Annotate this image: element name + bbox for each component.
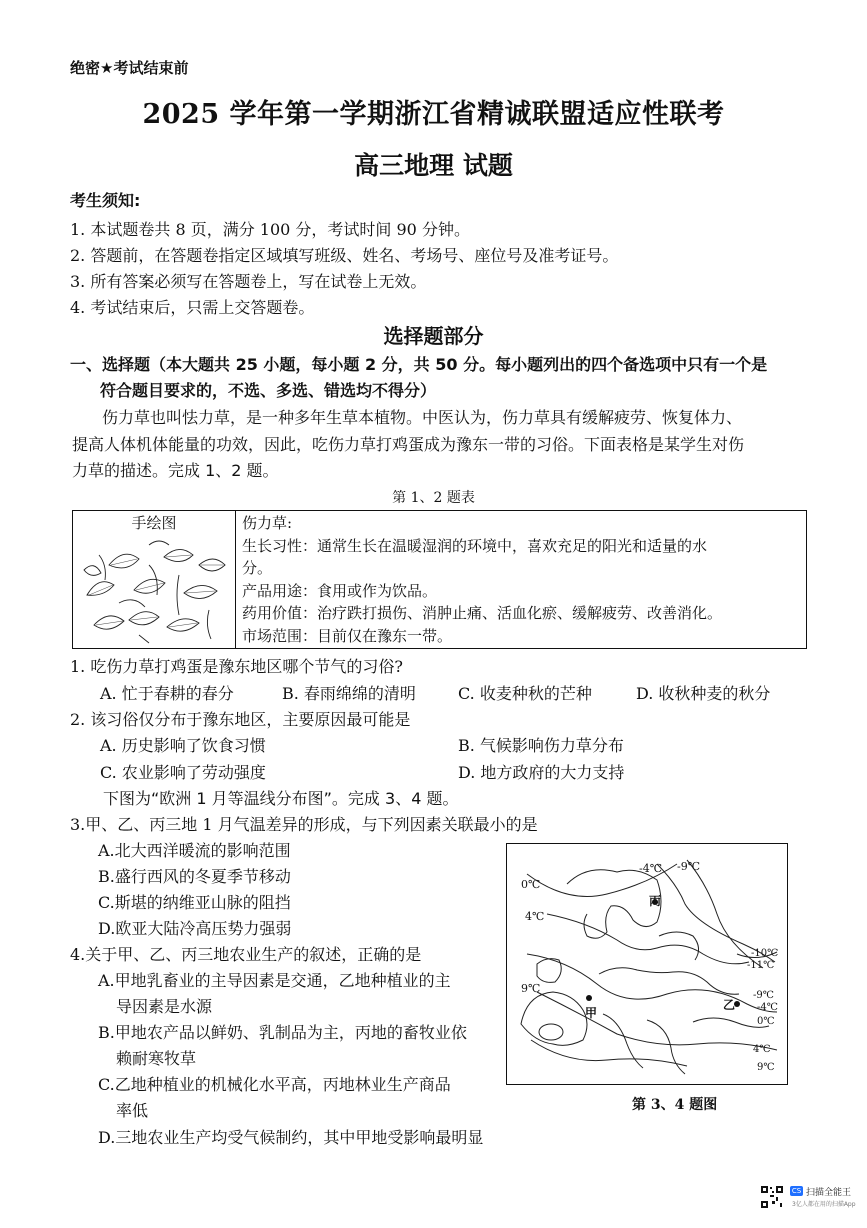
question-4-option-c: C.乙地种植业的机械化水平高，丙地林业生产商品 — [98, 1075, 451, 1094]
question-1-option-a: A. 忙于春耕的春分 — [100, 684, 234, 703]
passage-line: 提高人体机体能量的功效，因此，吃伤力草打鸡蛋成为豫东一带的习俗。下面表格是某学生对伤 — [72, 435, 745, 454]
question-4-option-a-cont: 导因素是水源 — [116, 997, 213, 1016]
question-4-option-a: A.甲地乳畜业的主导因素是交通，乙地种植业的主 — [98, 971, 451, 990]
isotherm-label: -9℃ — [677, 860, 701, 873]
isotherm-label: 4℃ — [753, 1044, 771, 1055]
section-heading-cont: 符合题目要求的，不选、多选、错选均不得分） — [100, 381, 437, 400]
isotherm-label: 4℃ — [525, 910, 545, 923]
isotherm-label: -4℃ — [757, 1002, 778, 1013]
notice-item: 2. 答题前，在答题卷指定区域填写班级、姓名、考场号、座位号及准考证号。 — [70, 246, 619, 265]
question-3-option-b: B.盛行西风的冬夏季节移动 — [98, 867, 291, 886]
isotherm-label: -4℃ — [639, 862, 663, 875]
location-yi: 乙 — [723, 998, 736, 1012]
table-caption: 第 1、2 题表 — [392, 490, 475, 506]
description-line: 分。 — [242, 559, 273, 577]
notice-item: 3. 所有答案必须写在答题卷上，写在试卷上无效。 — [70, 272, 427, 291]
isotherm-label: 0℃ — [521, 878, 541, 891]
question-4-option-b-cont: 赖耐寒牧草 — [116, 1049, 197, 1068]
qr-code-icon — [760, 1185, 784, 1209]
isotherm-label: 0℃ — [757, 1016, 775, 1027]
exam-subtitle: 高三地理 试题 — [354, 151, 513, 180]
exam-title: 2025 学年第一学期浙江省精诚联盟适应性联考 — [142, 99, 725, 130]
part-title: 选择题部分 — [383, 324, 484, 348]
notice-label: 考生须知: — [70, 191, 141, 210]
question-3-option-d: D.欧亚大陆冷高压势力强弱 — [98, 919, 292, 938]
passage-line: 伤力草也叫怯力草，是一种多年生草本植物。中医认为，伤力草具有缓解疲劳、恢复体力、 — [102, 408, 743, 427]
question-4-option-d: D.三地农业生产均受气候制约，其中甲地受影响最明显 — [98, 1128, 484, 1147]
location-jia: 甲 — [585, 1006, 598, 1020]
question-2-option-a: A. 历史影响了饮食习惯 — [100, 736, 266, 755]
isotherm-label: 9℃ — [757, 1062, 775, 1073]
isotherm-label: -10℃ — [751, 948, 779, 959]
drawing-cell — [73, 511, 236, 649]
description-cell — [236, 511, 807, 649]
question-4-option-c-cont: 率低 — [116, 1101, 149, 1120]
location-bing: 丙 — [649, 894, 662, 908]
description-line: 药用价值：治疗跌打损伤、消肿止痛、活血化瘀、缓解疲劳、改善消化。 — [242, 604, 723, 622]
description-line: 市场范围：目前仅在豫东一带。 — [242, 626, 453, 645]
map-caption: 第 3、4 题图 — [632, 1097, 718, 1113]
question-3-stem: 3.甲、乙、丙三地 1 月气温差异的形成，与下列因素关联最小的是 — [70, 815, 538, 834]
scanner-app-slogan: 3亿人都在用的扫描App — [792, 1201, 856, 1208]
question-4-stem: 4.关于甲、乙、丙三地农业生产的叙述，正确的是 — [70, 945, 422, 964]
question-4-option-b: B.甲地农产品以鲜奶、乳制品为主，丙地的畜牧业依 — [98, 1023, 467, 1042]
herb-table — [72, 510, 807, 649]
question-2-stem: 2. 该习俗仅分布于豫东地区，主要原因最可能是 — [70, 710, 411, 729]
confidential-mark: 绝密★考试结束前 — [70, 59, 189, 77]
description-line: 生长习性：通常生长在温暖湿润的环境中，喜欢充足的阳光和适量的水 — [242, 536, 708, 555]
herb-drawing — [79, 535, 229, 645]
question-3-option-c: C.斯堪的纳维亚山脉的阻挡 — [98, 893, 291, 912]
question-2-option-d: D. 地方政府的大力支持 — [458, 763, 625, 782]
isotherm-label: 9℃ — [521, 982, 541, 995]
passage-line: 力草的描述。完成 1、2 题。 — [72, 461, 279, 480]
drawing-label: 手绘图 — [131, 514, 177, 532]
description-line: 产品用途：食用或作为饮品。 — [242, 581, 438, 600]
europe-isotherm-map — [506, 843, 788, 1085]
map-intro: 下图为“欧洲 1 月等温线分布图”。完成 3、4 题。 — [103, 789, 459, 808]
notice-item: 1. 本试题卷共 8 页，满分 100 分，考试时间 90 分钟。 — [70, 220, 470, 239]
question-3-option-a: A.北大西洋暖流的影响范围 — [98, 841, 291, 860]
notice-item: 4. 考试结束后，只需上交答题卷。 — [70, 298, 315, 317]
isotherm-label: -9℃ — [753, 990, 774, 1001]
question-1-option-c: C. 收麦种秋的芒种 — [458, 684, 592, 703]
question-1-stem: 1. 吃伤力草打鸡蛋是豫东地区哪个节气的习俗? — [70, 657, 403, 676]
isotherm-label: -11℃ — [747, 960, 775, 971]
question-1-option-d: D. 收秋种麦的秋分 — [636, 684, 771, 703]
question-2-option-c: C. 农业影响了劳动强度 — [100, 763, 266, 782]
question-1-option-b: B. 春雨绵绵的清明 — [282, 684, 416, 703]
question-2-option-b: B. 气候影响伤力草分布 — [458, 736, 624, 755]
scanner-logo-icon: CS — [791, 1187, 802, 1195]
section-heading: 一、选择题（本大题共 25 小题，每小题 2 分，共 50 分。每小题列出的四个备选项中只有一个是 — [70, 355, 768, 374]
description-line: 伤力草: — [242, 514, 293, 532]
scanner-app-name: 扫描全能王 — [806, 1188, 852, 1198]
